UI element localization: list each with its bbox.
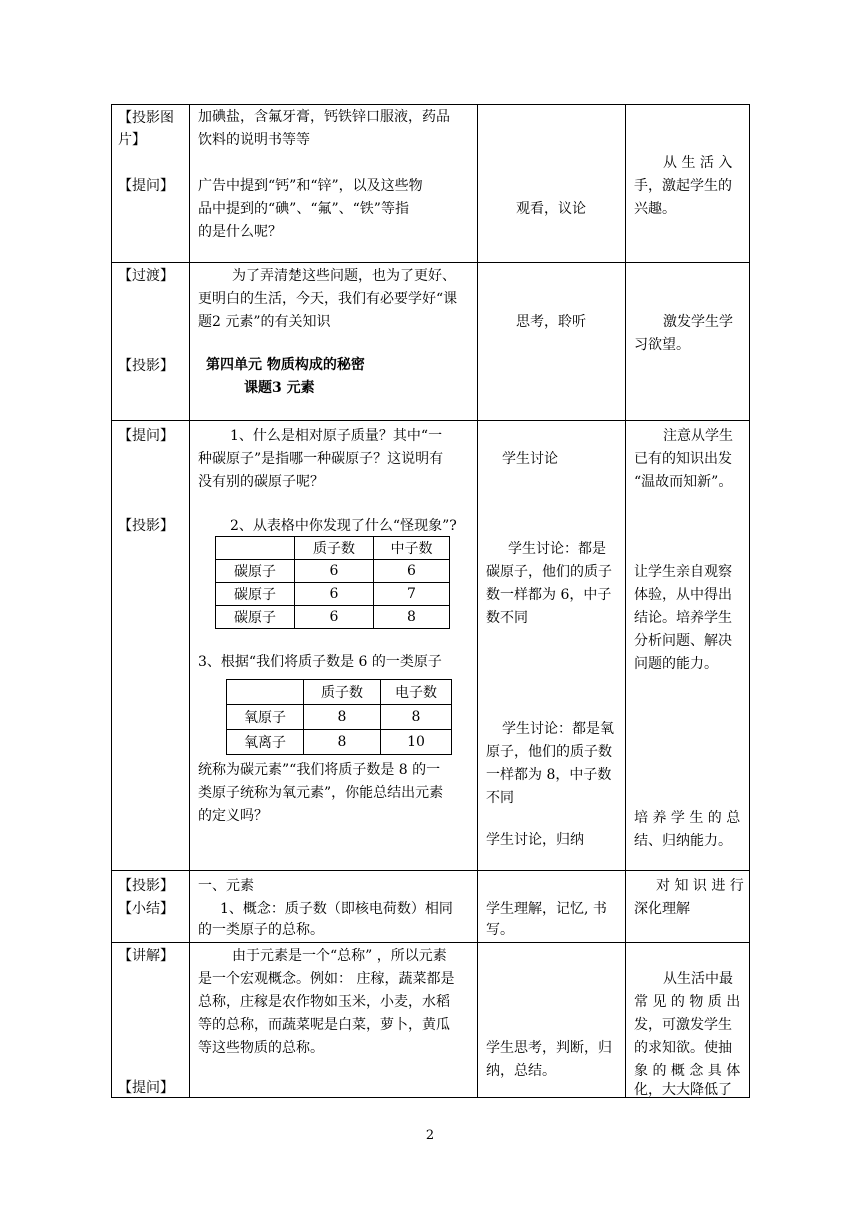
design-intent: “温故而知新”。	[634, 474, 733, 490]
content-line: 由于元素是一个“总称” ，所以元素	[232, 948, 447, 964]
student-activity: 碳原子，他们的质子	[486, 564, 612, 580]
column-divider	[625, 104, 626, 1098]
table-row	[227, 705, 452, 730]
content-line: 1、概念：质子数（即核电荷数）相同	[220, 901, 453, 917]
table-cell: 8	[304, 705, 381, 730]
content-line: 更明白的生活，今天，我们有必要学好“课	[198, 291, 458, 307]
table-row	[227, 730, 452, 755]
column-divider	[749, 104, 750, 1098]
table-header-cell: 中子数	[374, 537, 450, 560]
row-tag: 【投影】	[118, 358, 174, 374]
topic-heading: 课题3 元素	[244, 380, 315, 396]
design-intent: 常 见 的 物 质 出	[634, 994, 741, 1010]
design-intent: 注意从学生	[663, 428, 733, 444]
design-intent: 体验，从中得出	[634, 587, 732, 603]
student-activity: 学生思考，判断，归	[486, 1040, 612, 1056]
table-header-cell	[216, 537, 295, 560]
row-divider	[111, 870, 750, 871]
table-cell: 氧原子	[227, 705, 304, 730]
table-header-cell	[227, 680, 304, 705]
student-activity: 数一样都为 6，中子	[486, 587, 612, 603]
student-activity: 学生理解，记忆, 书	[486, 901, 607, 917]
table-header-cell: 质子数	[304, 680, 381, 705]
content-line: 没有别的碳原子呢？	[198, 474, 324, 490]
content-line: 种碳原子”是指哪一种碳原子？这说明有	[198, 451, 444, 467]
row-divider	[111, 942, 750, 943]
table-cell: 8	[381, 705, 452, 730]
table-row	[216, 583, 450, 606]
student-activity: 学生讨论：都是	[508, 541, 606, 557]
student-activity: 学生讨论	[502, 451, 558, 467]
carbon-atom-table	[215, 536, 450, 629]
content-line: 广告中提到“钙”和“锌”，以及这些物	[198, 178, 423, 194]
content-line: 为了弄清楚这些问题，也为了更好、	[232, 268, 456, 284]
content-line: 是一个宏观概念。例如： 庄稼，蔬菜都是	[198, 971, 455, 987]
design-intent: 从 生 活 入	[663, 155, 733, 171]
design-intent: 结、归纳能力。	[634, 833, 732, 849]
design-intent: 手，激起学生的	[634, 178, 732, 194]
student-activity: 学生讨论：都是氧	[502, 721, 614, 737]
table-cell: 6	[295, 606, 374, 629]
table-cell: 碳原子	[216, 606, 295, 629]
row-tag: 片】	[118, 132, 146, 148]
row-tag: 【提问】	[118, 178, 174, 194]
design-intent: 兴趣。	[634, 201, 676, 217]
design-intent: 培 养 学 生 的 总	[634, 810, 741, 826]
content-line: 一、元素	[198, 878, 254, 894]
design-intent: 的求知欲。使抽	[634, 1040, 732, 1056]
student-activity: 数不同	[486, 610, 528, 626]
student-activity: 写。	[486, 922, 514, 938]
content-line: 的是什么呢？	[198, 224, 282, 240]
content-line: 统称为碳元素”“我们将质子数是 8 的一	[198, 762, 441, 778]
design-intent: 对 知 识 进 行	[656, 878, 744, 894]
table-cell: 6	[295, 583, 374, 606]
student-activity: 不同	[486, 790, 514, 806]
student-activity: 原子，他们的质子数	[486, 744, 612, 760]
design-intent: 让学生亲自观察	[634, 564, 732, 580]
design-intent: 深化理解	[634, 901, 690, 917]
page-number: 2	[425, 1128, 435, 1143]
oxygen-atom-table	[226, 679, 452, 755]
design-intent: 发，可激发学生	[634, 1017, 732, 1033]
design-intent: 化，大大降低了	[634, 1082, 732, 1098]
student-activity: 一样都为 8，中子数	[486, 767, 612, 783]
student-activity: 纳，总结。	[486, 1063, 556, 1079]
student-activity: 观看，议论	[516, 201, 586, 217]
row-tag: 【过渡】	[118, 268, 174, 284]
content-line: 饮料的说明书等等	[198, 132, 310, 148]
content-line: 的定义吗？	[198, 808, 268, 824]
content-line: 加碘盐，含氟牙膏，钙铁锌口服液，药品	[198, 109, 450, 125]
design-intent: 激发学生学	[663, 314, 733, 330]
table-cell: 6	[295, 560, 374, 583]
row-tag: 【投影】	[118, 518, 174, 534]
content-line: 的一类原子的总称。	[198, 922, 324, 938]
student-activity: 学生讨论，归纳	[486, 832, 584, 848]
table-cell: 氧离子	[227, 730, 304, 755]
table-cell: 10	[381, 730, 452, 755]
student-activity: 思考，聆听	[516, 314, 586, 330]
design-intent: 象 的 概 念 具 体	[634, 1063, 741, 1079]
content-line: 类原子统称为氧元素”，你能总结出元素	[198, 785, 444, 801]
design-intent: 已有的知识出发	[634, 451, 732, 467]
row-tag: 【提问】	[118, 428, 174, 444]
row-tag: 【投影图	[118, 110, 174, 126]
table-cell: 7	[374, 583, 450, 606]
table-row	[216, 560, 450, 583]
content-line: 1、什么是相对原子质量？其中“一	[230, 428, 443, 444]
table-cell: 碳原子	[216, 583, 295, 606]
row-tag: 【提问】	[118, 1080, 174, 1096]
table-header-cell: 电子数	[381, 680, 452, 705]
table-cell: 8	[304, 730, 381, 755]
column-divider	[477, 104, 478, 1098]
table-header-row	[216, 537, 450, 560]
content-line: 3、根据“我们将质子数是 6 的一类原子	[198, 654, 442, 670]
row-divider	[111, 420, 750, 421]
row-divider	[111, 262, 750, 263]
content-line: 品中提到的“碘”、“氟”、“铁”等指	[198, 201, 409, 217]
table-row	[216, 606, 450, 629]
row-tag: 【小结】	[118, 901, 174, 917]
content-line: 等这些物质的总称。	[198, 1040, 324, 1056]
content-line: 等的总称，而蔬菜呢是白菜，萝卜，黄瓜	[198, 1017, 450, 1033]
row-tag: 【讲解】	[118, 948, 174, 964]
design-intent: 问题的能力。	[634, 656, 718, 672]
table-cell: 8	[374, 606, 450, 629]
design-intent: 结论。培养学生	[634, 610, 732, 626]
unit-heading: 第四单元 物质构成的秘密	[206, 357, 365, 373]
table-cell: 碳原子	[216, 560, 295, 583]
design-intent: 分析问题、解决	[634, 633, 732, 649]
design-intent: 习欲望。	[634, 337, 690, 353]
design-intent: 从生活中最	[663, 971, 733, 987]
content-line: 2、从表格中你发现了什么“怪现象”?	[230, 518, 457, 534]
row-tag: 【投影】	[118, 878, 174, 894]
content-line: 题2 元素”的有关知识	[198, 314, 331, 330]
column-divider	[189, 104, 190, 1098]
content-line: 总称，庄稼是农作物如玉米，小麦，水稻	[198, 994, 450, 1010]
table-header-row	[227, 680, 452, 705]
table-header-cell: 质子数	[295, 537, 374, 560]
column-divider	[111, 104, 112, 1098]
table-cell: 6	[374, 560, 450, 583]
